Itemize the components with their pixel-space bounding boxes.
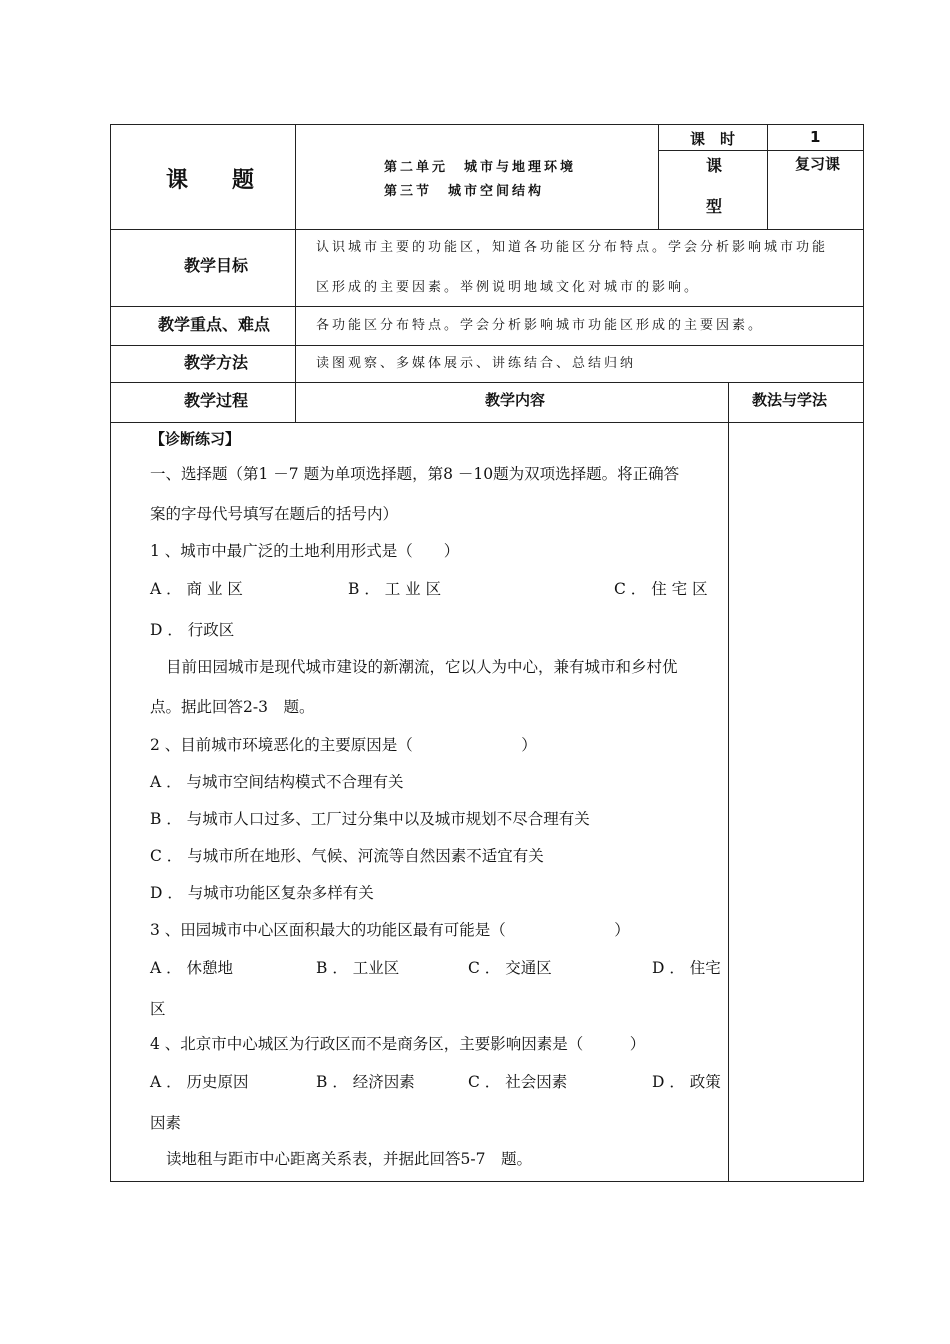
divider [658, 150, 864, 151]
question-4: 4 、北京市中心城区为行政区而不是商务区，主要影响因素是（ ） [150, 1035, 646, 1053]
method-label: 教学方法 [184, 353, 249, 372]
objectives-text: 认识城市主要的功能区，知道各功能区分布特点。学会分析影响城市功能 [316, 240, 829, 255]
row-divider [110, 382, 864, 383]
table-border-top [110, 124, 864, 125]
type-value: 复习课 [795, 155, 841, 173]
row-divider [110, 229, 864, 230]
option-c: C ． 与城市所在地形、气候、河流等自然因素不适宜有关 [150, 847, 544, 865]
content-label: 教学内容 [485, 391, 546, 409]
divider [728, 382, 729, 1182]
option-d: D ． 住宅 [652, 959, 721, 977]
option-b: B ． 与城市人口过多、工厂过分集中以及城市规划不尽合理有关 [150, 810, 590, 828]
option-d: D ． 行政区 [150, 621, 235, 639]
instruction-text: 一、选择题（第1 －7 题为单项选择题，第8 －10题为双项选择题。将正确答 [150, 465, 680, 483]
table-border-right [863, 124, 864, 1182]
divider [767, 124, 768, 229]
table-border-bottom [110, 1181, 864, 1182]
question-2: 2 、目前城市环境恶化的主要原因是（ ） [150, 736, 537, 754]
option-d-continued: 因素 [150, 1114, 182, 1132]
option-b: B ． 经济因素 [316, 1073, 415, 1091]
option-c: C ． 住 宅 区 [614, 580, 708, 598]
passage-text: 读地租与距市中心距离关系表，并据此回答5-7 题。 [166, 1150, 532, 1168]
option-c: C ． 社会因素 [468, 1073, 568, 1091]
key-points-text: 各功能区分布特点。学会分析影响城市功能区形成的主要因素。 [316, 318, 765, 333]
divider [295, 124, 296, 422]
option-a: A ． 商 业 区 [150, 580, 243, 598]
key-points-label: 教学重点、难点 [158, 315, 271, 334]
option-c: C ． 交通区 [468, 959, 552, 977]
option-d: D ． 与城市功能区复杂多样有关 [150, 884, 374, 902]
row-divider [110, 306, 864, 307]
approach-label: 教法与学法 [752, 391, 828, 409]
option-b: B ． 工业区 [316, 959, 400, 977]
unit-title: 第二单元 城市与地理环境 [384, 160, 577, 175]
question-3: 3 、田园城市中心区面积最大的功能区最有可能是（ ） [150, 921, 630, 939]
option-b: B ． 工 业 区 [348, 580, 442, 598]
passage-text: 目前田园城市是现代城市建设的新潮流，它以人为中心，兼有城市和乡村优 [166, 658, 678, 676]
process-label: 教学过程 [184, 391, 249, 410]
period-label: 课 时 [690, 130, 736, 148]
objectives-text: 区形成的主要因素。举例说明地域文化对城市的影响。 [316, 280, 701, 295]
objectives-label: 教学目标 [184, 256, 249, 275]
instruction-text: 案的字母代号填写在题后的括号内） [150, 505, 399, 523]
section-heading: 【诊断练习】 [150, 430, 241, 448]
option-d-continued: 区 [150, 1000, 166, 1018]
question-1: 1 、城市中最广泛的土地利用形式是（ ） [150, 542, 460, 560]
option-a: A ． 与城市空间结构模式不合理有关 [150, 773, 404, 791]
type-label: 型 [706, 197, 723, 216]
type-label: 课 [706, 156, 723, 175]
option-a: A ． 休憩地 [150, 959, 234, 977]
option-a: A ． 历史原因 [150, 1073, 249, 1091]
passage-text: 点。据此回答2-3 题。 [150, 698, 315, 716]
method-text: 读图观察、多媒体展示、讲练结合、总结归纳 [316, 356, 637, 371]
table-border-left [110, 124, 111, 1182]
row-divider [110, 422, 864, 423]
section-title: 第三节 城市空间结构 [384, 184, 545, 199]
row-divider [110, 345, 864, 346]
period-value: 1 [810, 128, 821, 146]
divider [658, 124, 659, 229]
option-d: D ． 政策 [652, 1073, 721, 1091]
title-label: 课 题 [166, 168, 255, 193]
